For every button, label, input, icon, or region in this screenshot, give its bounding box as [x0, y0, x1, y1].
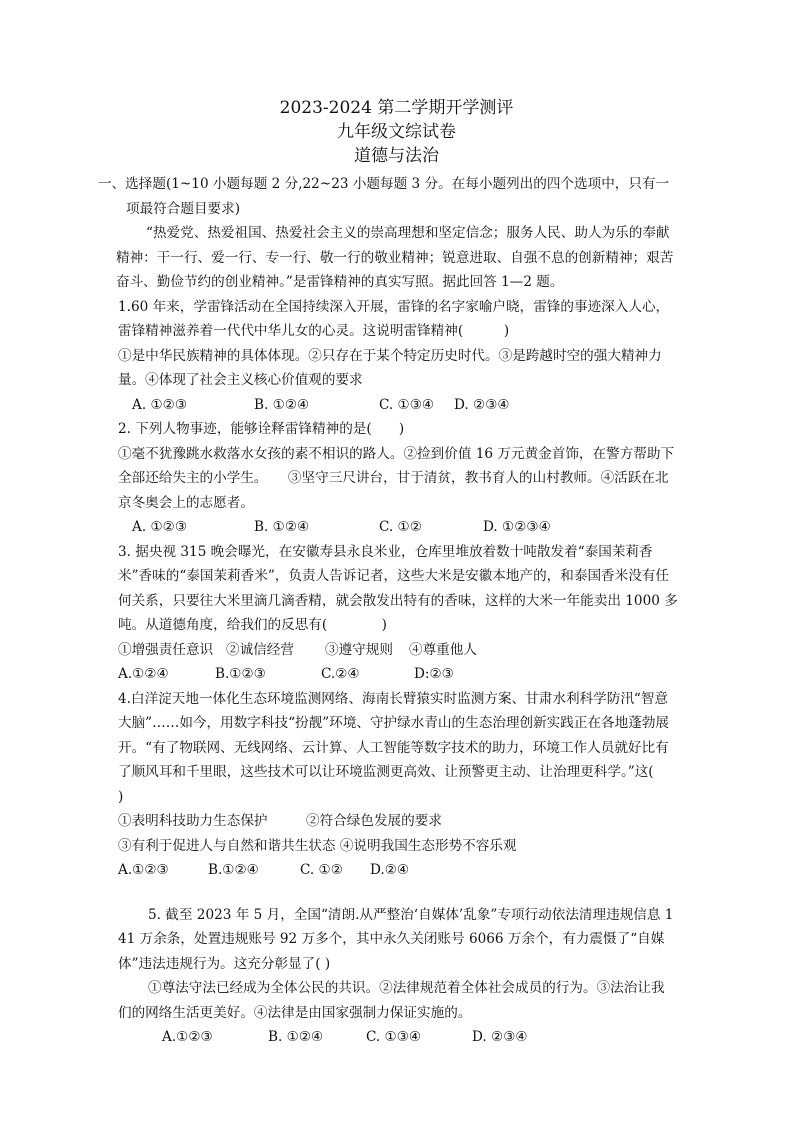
statement-2: ②符合绿色发展的要求 — [306, 813, 442, 829]
question-5-statements: ①尊法守法已经成为全体公民的共识。②法律规范着全体社会成员的行为。③法治让我们的网络生活更美好。④法律是由国家强制力保证实施的。 — [118, 980, 665, 1021]
spacer — [118, 883, 678, 903]
question-5-stem: 5. 截至 2023 年 5 月，全国“清朗.从严整治‘自媒体’乱象”专项行动依法清理违规信息 141 万余条，处置违规账号 92 万多个，其中永久关闭账号 6066 万余个，有力震慑了“自媒体”违法违规行为。这充分彰显了( ) — [118, 906, 674, 972]
exam-title: 2023-2024 第二学期开学测评 — [279, 98, 514, 118]
statement-1: ①表明科技助力生态保护 — [118, 813, 268, 829]
intro-paragraph: “热爱党、热爱祖国、热爱社会主义的崇高理想和坚定信念；服务人民、助人为乐的奉献精神：干一行、爱一行、专一行、敬一行的敬业精神；锐意进取、自强不息的创新精神；艰苦奋斗、勤俭节约的创业精神。”是雷锋精神的真实写照。据此回答 1—2 题。 — [116, 225, 674, 290]
question-3-statements — [118, 638, 678, 663]
option-d[interactable]: D. ②③④ — [472, 1029, 528, 1045]
option-d[interactable]: D. ②③④ — [454, 396, 510, 413]
option-b[interactable]: B.①②④ — [208, 862, 259, 878]
option-a[interactable]: A.①②③ — [162, 1029, 213, 1045]
question-1-statements: ①是中华民族精神的具体体现。②只存在于某个特定历史时代。③是跨越时空的强大精神力量。④体现了社会主义核心价值观的要求 — [118, 347, 662, 388]
statement-3: ③遵守规则 — [325, 641, 393, 658]
option-b[interactable]: B. ①②④ — [254, 396, 310, 413]
section-heading: 一、选择题(1~10 小题每题 2 分,22~23 小题每题 3 分。在每小题列出的四个选项中，只有一项最符合题目要求) — [98, 176, 670, 217]
exam-subject: 道德与法治 — [354, 146, 439, 166]
question-4-stem: 4.白洋淀天地一体化生态环境监测网络、海南长臂猿实时监测方案、甘肃水利科学防汛“智意大脑”……如今，用数字科技“扮靓”环境、守护绿水青山的生态治理创新实践正在各地蓬勃展开。“有了物联网、无线网络、云计算、人工智能等数字技术的助力，环境工作人员就好比有了顺风耳和千里眼，这些技术可以让环境监测更高效、让预警更主动、让治理更科学。”这( ) — [118, 690, 681, 805]
question-5-options — [118, 1025, 678, 1050]
option-b[interactable]: B. ①②④ — [254, 519, 310, 535]
option-c[interactable]: C. ①② — [300, 862, 343, 878]
exam-body — [98, 172, 681, 1050]
option-a[interactable]: A.①②③ — [118, 862, 169, 878]
option-d[interactable]: D:②③ — [414, 666, 454, 682]
option-c[interactable]: C.②④ — [321, 666, 360, 682]
statement-1: ①增强责任意识 — [118, 641, 214, 658]
statement-4: ④尊重他人 — [409, 641, 477, 658]
question-4-statements-line2: ③有利于促进人与自然和谐共生状态 ④说明我国生态形势不容乐观 — [118, 837, 517, 854]
option-b[interactable]: B. ①②④ — [268, 1029, 324, 1045]
option-c[interactable]: C. ①② — [379, 519, 422, 535]
option-d[interactable]: D. ①②③④ — [483, 519, 551, 535]
option-c[interactable]: C. ①③④ — [366, 1029, 422, 1045]
question-2-stem: 2. 下列人物事迹，能够诠释雷锋精神的是( ) — [118, 421, 405, 437]
question-2-options — [118, 515, 678, 540]
question-4-statements-line1 — [118, 809, 678, 834]
question-3-options — [118, 662, 678, 687]
question-4-options — [118, 858, 678, 883]
statement-2: ②诚信经营 — [226, 641, 294, 658]
option-c[interactable]: C. ①③④ — [379, 396, 435, 413]
question-3-stem: 3. 据央视 315 晚会曝光，在安徽寿县永良米业，仓库里堆放着数十吨散发着“泰国茉莉香米”香味的“泰国茉莉香米”，负责人告诉记者，这些大米是安徽本地产的，和泰国香米没有任何关系，只要往大米里滴几滴香精，就会散发出特有的香味，这样的大米一年能卖出 1000 多吨。从道德角度，给我们的反思有( ) — [118, 543, 678, 633]
option-a[interactable]: A. ①②③ — [132, 396, 188, 413]
question-2-statements: ①毫不犹豫跳水救落水女孩的素不相识的路人。②捡到价值 16 万元黄金首饰，在警方帮助下全部还给失主的小学生。 ③坚守三尺讲台，甘于清贫，教书育人的山村教师。④活跃在北京冬奥会上的志愿者。 — [118, 445, 675, 511]
option-a[interactable]: A.①②④ — [118, 666, 169, 682]
exam-subtitle: 九年级文综试卷 — [337, 122, 456, 142]
option-b[interactable]: B.①②③ — [215, 666, 266, 682]
option-a[interactable]: A. ①②③ — [132, 519, 188, 535]
exam-header — [0, 96, 793, 168]
question-1-stem: 1.60 年来，学雷锋活动在全国持续深入开展，雷锋的名字家喻户晓，雷锋的事迹深入人心，雷锋精神滋养着一代代中华儿女的心灵。这说明雷锋精神( ) — [118, 298, 670, 339]
question-1-options — [118, 393, 678, 418]
option-d[interactable]: D.②④ — [370, 862, 410, 878]
